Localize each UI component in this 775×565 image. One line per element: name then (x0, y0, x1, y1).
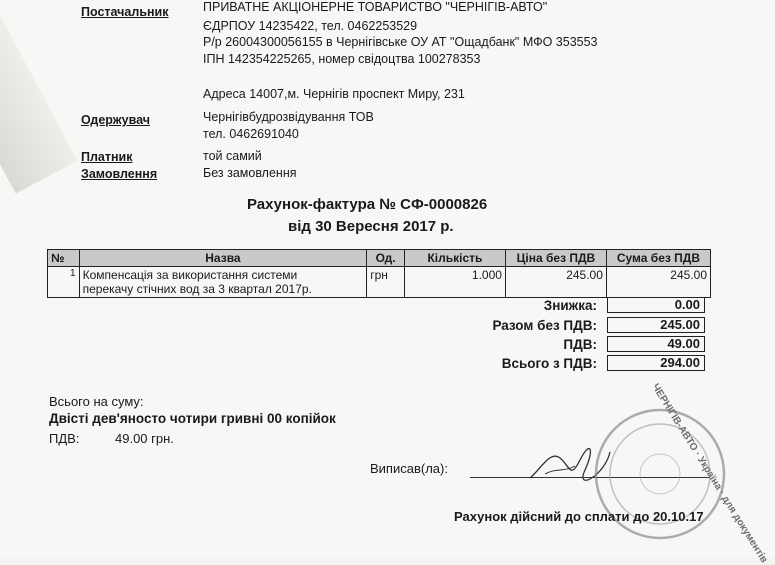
row-name (79, 267, 367, 298)
row-name-line2: перекачу стічних вод за 3 квартал 2017р. (82, 282, 312, 296)
row-num: 1 (48, 267, 80, 298)
total-value: 294.00 (607, 355, 705, 371)
row-unit: грн (367, 267, 405, 298)
vat-value: 49.00 (607, 336, 705, 352)
row-qty: 1.000 (404, 267, 505, 298)
summary-label: Всього на суму: (49, 394, 144, 409)
supplier-ipn: ІПН 142354225265, номер свідоцтва 100278353 (203, 52, 481, 66)
summary-vat-label: ПДВ: (49, 431, 80, 446)
supplier-account: Р/р 26004300056155 в Чернігівське ОУ АТ "Ощадбанк" МФО 353553 (203, 35, 598, 49)
col-sum: Сума без ПДВ (606, 250, 710, 267)
validity-note: Рахунок дійсний до сплати до 20.10.17 (454, 509, 704, 524)
payer-label: Платник (81, 150, 133, 164)
stamp-text: ЧЕРНІГІВ-АВТО · Україна · для документів (649, 382, 770, 565)
order-value: Без замовлення (203, 166, 297, 180)
discount-label: Знижка: (543, 298, 597, 313)
supplier-name: ПРИВАТНЕ АКЦІОНЕРНЕ ТОВАРИСТВО "ЧЕРНІГІВ-АВТО" (203, 0, 548, 14)
col-unit: Од. (367, 250, 405, 267)
col-num: № (48, 250, 80, 267)
table-row (48, 267, 711, 298)
page-edge-shadow (0, 0, 78, 194)
payer-value: той самий (203, 149, 262, 163)
signature-label: Виписав(ла): (370, 461, 448, 476)
supplier-address: Адреса 14007,м. Чернігів проспект Миру, 231 (203, 87, 465, 101)
table-header-row (48, 250, 711, 267)
items-table (47, 249, 711, 298)
vat-label: ПДВ: (563, 337, 597, 352)
summary-words: Двісті дев'яносто чотири гривні 00 копійок (49, 411, 336, 426)
total-label: Всього з ПДВ: (501, 356, 597, 371)
col-qty: Кількість (404, 250, 505, 267)
row-sum: 245.00 (606, 267, 710, 298)
supplier-label: Постачальник (81, 5, 169, 19)
row-name-line1: Компенсація за використання системи (82, 268, 298, 282)
row-price: 245.00 (505, 267, 606, 298)
recipient-label: Одержувач (81, 113, 151, 127)
recipient-name: Чернігівбудрозвідування ТОВ (203, 110, 374, 124)
supplier-edrpou: ЄДРПОУ 14235422, тел. 0462253529 (203, 19, 418, 33)
discount-value: 0.00 (607, 297, 705, 313)
order-label: Замовлення (81, 167, 158, 181)
invoice-title: Рахунок-фактура № СФ-0000826 (247, 196, 488, 213)
recipient-phone: тел. 0462691040 (203, 127, 299, 141)
subtotal-label: Разом без ПДВ: (492, 318, 597, 333)
subtotal-value: 245.00 (607, 317, 705, 333)
col-name: Назва (79, 250, 367, 267)
col-price: Ціна без ПДВ (505, 250, 606, 267)
summary-vat-value: 49.00 грн. (115, 431, 174, 446)
invoice-date: від 30 Вересня 2017 р. (288, 218, 454, 235)
